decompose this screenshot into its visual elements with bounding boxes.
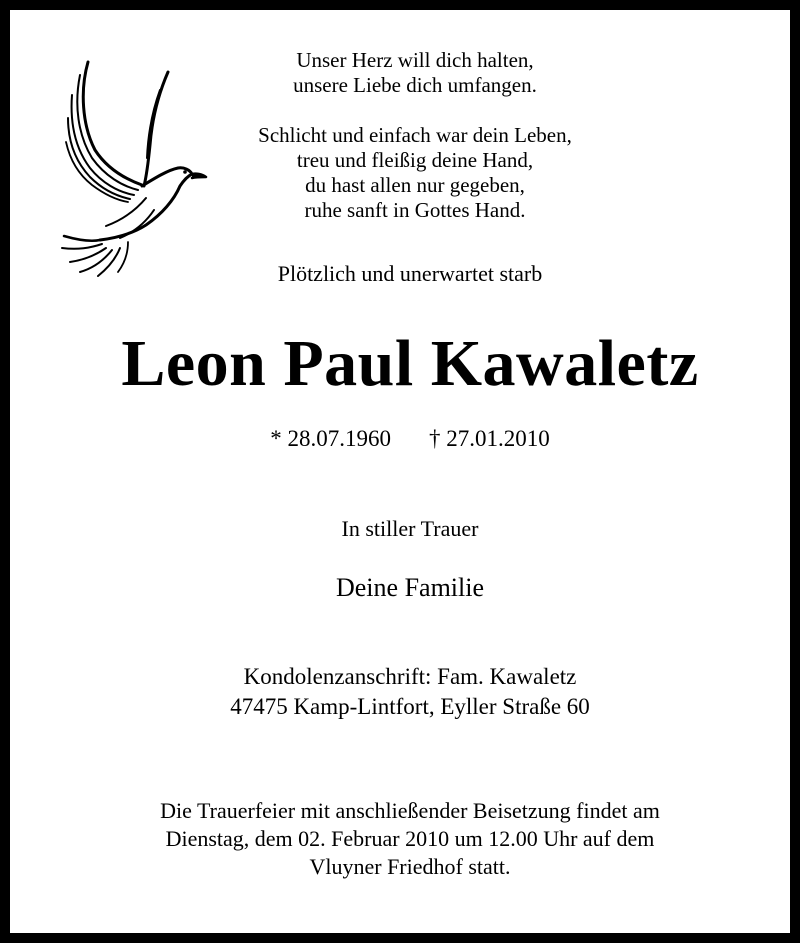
family-signature: Deine Familie bbox=[335, 573, 484, 602]
condolence-address bbox=[20, 662, 800, 722]
mourning-text: In stiller Trauer bbox=[341, 516, 479, 541]
funeral-line: Vluyner Friedhof statt. bbox=[309, 854, 511, 879]
funeral-line: Die Trauerfeier mit anschließender Beisetzung findet am bbox=[160, 798, 660, 823]
funeral-line: Dienstag, dem 02. Februar 2010 um 12.00 Uhr auf dem bbox=[165, 826, 655, 851]
poem-line: Unser Herz will dich halten, bbox=[296, 48, 534, 72]
poem-line: unsere Liebe dich umfangen. bbox=[293, 73, 537, 97]
poem-line: ruhe sanft in Gottes Hand. bbox=[304, 198, 526, 222]
poem-stanza-1 bbox=[160, 48, 670, 98]
intro-text: Plötzlich und unerwartet starb bbox=[277, 261, 543, 286]
life-dates bbox=[20, 424, 800, 454]
birth-date: * 28.07.1960 bbox=[270, 426, 391, 451]
address-line: 47475 Kamp-Lintfort, Eyller Straße 60 bbox=[230, 694, 590, 719]
poem-line: du hast allen nur gegeben, bbox=[305, 173, 525, 197]
poem-line: Schlicht und einfach war dein Leben, bbox=[258, 123, 572, 147]
funeral-notice bbox=[20, 797, 800, 881]
death-date: † 27.01.2010 bbox=[429, 426, 550, 451]
poem-line: treu und fleißig deine Hand, bbox=[296, 148, 534, 172]
address-line: Kondolenzanschrift: Fam. Kawaletz bbox=[243, 664, 577, 689]
deceased-name: Leon Paul Kawaletz bbox=[121, 327, 699, 400]
poem-stanza-2 bbox=[160, 123, 670, 223]
